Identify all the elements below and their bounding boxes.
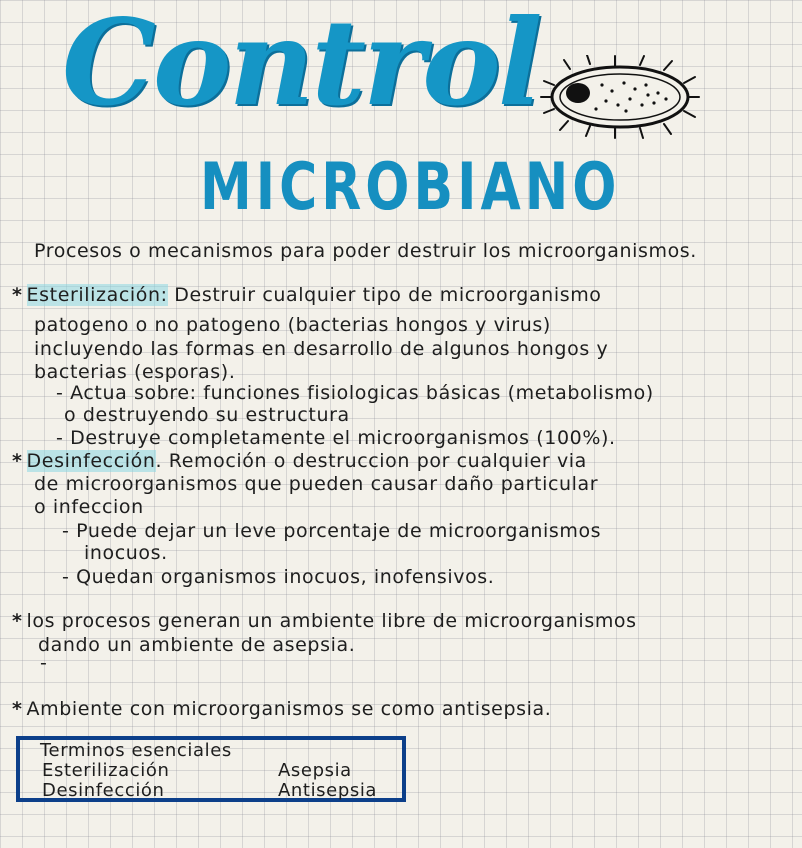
desinfeccion-line-3: o infeccion — [34, 496, 144, 518]
term-esterilizacion: Esterilización: — [26, 284, 168, 306]
esterilizacion-line-4: bacterias (esporas). — [34, 361, 236, 383]
desinfeccion-sub-2: - Quedan organismos inocuos, inofensivos. — [62, 566, 495, 588]
bullet: * — [12, 450, 23, 472]
esterilizacion-line-3: incluyendo las formas en desarrollo de algunos hongos y — [34, 338, 609, 360]
procesos-dash: - — [40, 652, 48, 674]
procesos-text: los procesos generan un ambiente libre de microorganismos — [26, 610, 637, 632]
page-subtitle: MICROBIANO — [200, 150, 621, 225]
esterilizacion-sub-1b: o destruyendo su estructura — [64, 404, 350, 426]
term-item: Desinfección — [42, 780, 165, 801]
procesos-line-1 — [12, 610, 637, 632]
term-item: Antisepsia — [278, 780, 378, 801]
bullet: * — [12, 610, 23, 632]
terms-box — [16, 736, 406, 802]
definition-text: . Remoción o destruccion por cualquier via — [155, 450, 587, 472]
desinfeccion-line-2: de microorganismos que pueden causar daño particular — [34, 473, 599, 495]
terms-heading: Terminos esenciales — [40, 740, 232, 761]
ambiente-line — [12, 698, 551, 720]
ambiente-text: Ambiente con microorganismos se como antisepsia. — [26, 698, 552, 720]
intro-text: Procesos o mecanismos para poder destruir los microorganismos. — [34, 240, 697, 262]
bullet: * — [12, 698, 23, 720]
procesos-line-2: dando un ambiente de asepsia. — [38, 634, 356, 656]
esterilizacion-sub-1a: - Actua sobre: funciones fisiologicas básicas (metabolismo) — [56, 382, 654, 404]
esterilizacion-sub-2: - Destruye completamente el microorganismos (100%). — [56, 427, 616, 449]
term-item: Esterilización — [42, 760, 170, 781]
esterilizacion-line-1 — [12, 284, 602, 306]
desinfeccion-sub-1a: - Puede dejar un leve porcentaje de microorganismos — [62, 520, 602, 542]
page-title: Control — [62, 0, 540, 132]
bullet: * — [12, 284, 23, 306]
term-item: Asepsia — [278, 760, 352, 781]
desinfeccion-line-1 — [12, 450, 587, 472]
desinfeccion-sub-1b: inocuos. — [84, 542, 168, 564]
microbe-drawing-icon — [540, 55, 700, 140]
esterilizacion-line-2: patogeno o no patogeno (bacterias hongos y virus) — [34, 314, 551, 336]
term-desinfeccion: Desinfección — [26, 450, 156, 472]
definition-text: Destruir cualquier tipo de microorganismo — [174, 284, 602, 306]
